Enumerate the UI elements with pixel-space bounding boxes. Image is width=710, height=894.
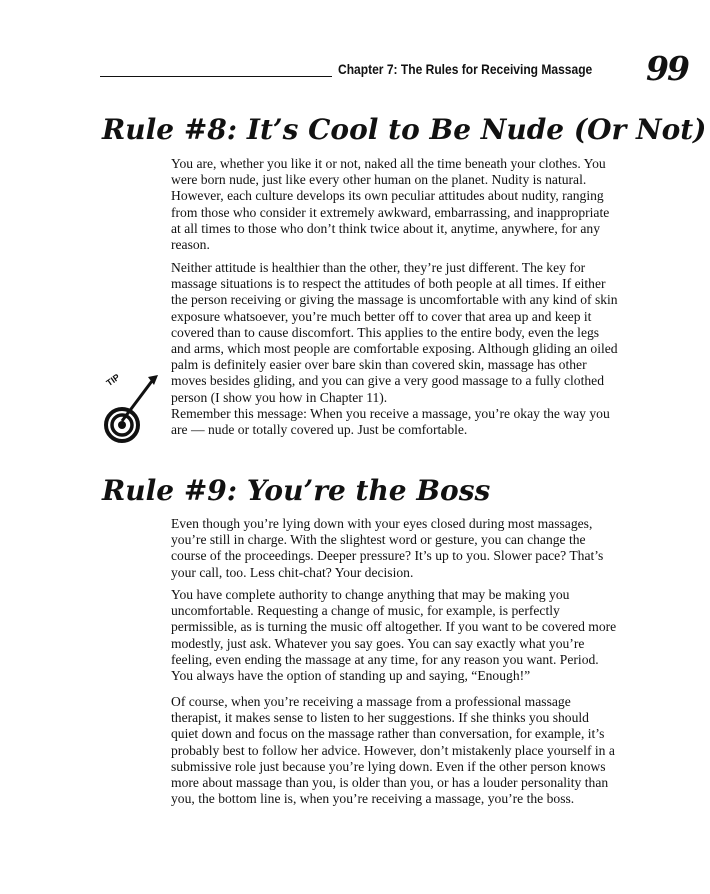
rule9-paragraph-3: Of course, when you’re receiving a massage from a professional massage therapist, it makes sense to listen to her suggestions. If she thinks you should quiet down and focus on the massage rather than conversation, for example, it’s probably best to follow her advice. However, don’t mistakenly place yourself in a submissive role just because you’re lying down. Even if the other person knows more about massage than you, is older than you, or has a louder personality than you, the bottom line is, when you’re receiving a massage, you’re the boss. [171, 694, 615, 807]
rule8-paragraph-1: You are, whether you like it or not, naked all the time beneath your clothes. You were born nude, just like every other human on the planet. Nudity is natural. However, each culture develops its own peculiar attitudes about nudity, ranging from those who consider it extremely awkward, embarrassing, and inappropriate at all times to those who don’t think twice about it, anytime, anywhere, for any reason. [171, 156, 610, 253]
header-rule [100, 76, 332, 77]
rule8-paragraph-2: Neither attitude is healthier than the other, they’re just different. The key for massage situations is to respect the attitudes of both people at all times. If either the person receiving or giving the massage is uncomfortable with any kind of skin exposure whatsoever, you’re much better off to cover that area up and keep it covered than to cause discomfort. This applies to the entire body, even the legs and arms, which most people are comfortable exposing. Although gliding an oiled palm is definitely easier over bare skin than covered skin, massage has other moves besides gliding, and you can give a very good massage to a fully clothed person (I show you how in Chapter 11). [171, 260, 618, 405]
rule9-paragraph-1: Even though you’re lying down with your eyes closed during most massages, you’re still in charge. With the slightest word or gesture, you can change the course of the proceedings. Deeper pressure? It’s up to you. Slower pace? That’s your call, too. Less chit-chat? Your decision. [171, 516, 604, 580]
tip-label: TIP [104, 371, 122, 389]
rule9-paragraph-2: You have complete authority to change anything that may be making you uncomfortable. Requesting a change of music, for example, is perfectly permissible, as is turning the music off altogether. If you want to be covered more modestly, just ask. Whatever you say goes. You can say exactly what you’re feeling, even ending the massage at any time, for any reason you want. Period. You always have the option of standing up and saying, “Enough!” [171, 587, 617, 684]
page-number: 99 [646, 49, 688, 88]
rule9-heading: Rule #9: You’re the Boss [102, 474, 491, 507]
rule8-heading: Rule #8: It’s Cool to Be Nude (Or Not) [102, 113, 707, 146]
tip-text: Remember this message: When you receive a massage, you’re okay the way you are — nude or totally covered up. Just be comfortable. [171, 406, 610, 438]
chapter-title: Chapter 7: The Rules for Receiving Massage [338, 61, 593, 77]
